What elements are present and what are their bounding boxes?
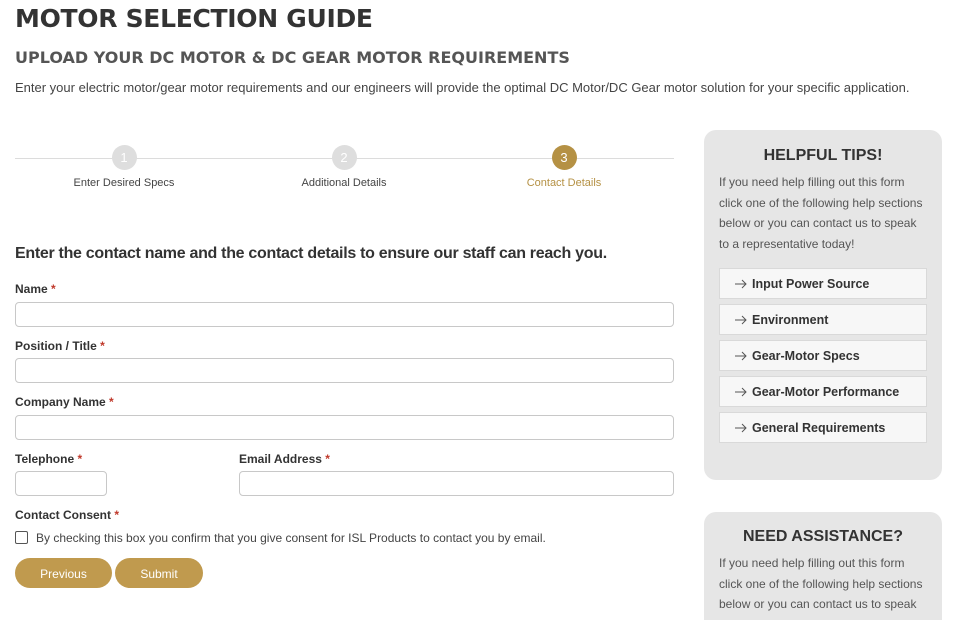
helpful-tips-text: If you need help filling out this form click one of the following help sections below or you can contact us to speak to a representative today! — [719, 175, 923, 251]
required-marker: * — [109, 395, 114, 409]
help-link-gear-motor-specs[interactable] — [719, 340, 927, 371]
step-1-label: Enter Desired Specs — [73, 177, 175, 189]
name-label-text: Name — [15, 282, 48, 296]
help-link-environment[interactable] — [719, 304, 927, 335]
arrow-right-icon — [734, 279, 748, 289]
step-1 — [44, 145, 204, 189]
name-label — [15, 282, 56, 296]
progress-steps — [15, 145, 674, 195]
email-label-text: Email Address — [239, 452, 322, 466]
position-label — [15, 339, 105, 353]
email-label — [239, 452, 330, 466]
previous-button[interactable]: Previous — [15, 558, 112, 588]
intro-text: Enter your electric motor/gear motor requirements and our engineers will provide the optimal DC Motor/DC Gear motor solution for your specific application. — [15, 80, 910, 95]
help-link-gear-motor-performance[interactable] — [719, 376, 927, 407]
required-marker: * — [77, 452, 83, 466]
name-input[interactable] — [15, 302, 674, 327]
required-marker: * — [114, 508, 120, 522]
help-link-label: Gear-Motor Specs — [752, 348, 860, 363]
telephone-label-text: Telephone — [15, 452, 75, 466]
position-label-text: Position / Title — [15, 339, 97, 353]
help-links — [719, 268, 927, 443]
required-marker: * — [325, 452, 330, 466]
step-2-label: Additional Details — [301, 177, 387, 189]
company-label — [15, 395, 114, 409]
telephone-label — [15, 452, 82, 466]
step-3-label: Contact Details — [526, 177, 602, 189]
consent-label-text: Contact Consent — [15, 508, 111, 522]
form-heading: Enter the contact name and the contact details to ensure our staff can reach you. — [15, 245, 607, 262]
help-link-input-power-source[interactable] — [719, 268, 927, 299]
help-link-label: Input Power Source — [752, 276, 870, 291]
step-1-number: 1 — [112, 145, 137, 170]
helpful-tips-panel — [704, 130, 942, 480]
help-link-label: Environment — [752, 312, 829, 327]
page-title: MOTOR SELECTION GUIDE — [15, 4, 373, 33]
need-assistance-panel — [704, 512, 942, 620]
arrow-right-icon — [734, 315, 748, 325]
consent-text: By checking this box you confirm that you give consent for ISL Products to contact you by email. — [36, 531, 546, 545]
arrow-right-icon — [734, 387, 748, 397]
need-assistance-text: If you need help filling out this form click one of the following help sections below or you can contact us to speak — [719, 556, 923, 611]
page-subtitle: UPLOAD YOUR DC MOTOR & DC GEAR MOTOR REQUIREMENTS — [15, 48, 570, 67]
company-label-text: Company Name — [15, 395, 106, 409]
helpful-tips-title: HELPFUL TIPS! — [763, 147, 883, 164]
telephone-input[interactable] — [15, 471, 107, 496]
email-input[interactable] — [239, 471, 674, 496]
company-input[interactable] — [15, 415, 674, 440]
need-assistance-title: NEED ASSISTANCE? — [742, 528, 903, 545]
required-marker: * — [51, 282, 56, 296]
required-marker: * — [100, 339, 105, 353]
arrow-right-icon — [734, 351, 748, 361]
consent-label — [15, 508, 119, 522]
step-3-number: 3 — [552, 145, 577, 170]
step-2-number: 2 — [332, 145, 357, 170]
help-link-label: Gear-Motor Performance — [752, 384, 900, 399]
position-input[interactable] — [15, 358, 674, 383]
step-2 — [264, 145, 424, 189]
step-3 — [484, 145, 644, 189]
arrow-right-icon — [734, 423, 748, 433]
submit-button[interactable]: Submit — [115, 558, 203, 588]
consent-row — [15, 531, 546, 545]
help-link-general-requirements[interactable] — [719, 412, 927, 443]
help-link-label: General Requirements — [752, 420, 886, 435]
consent-checkbox[interactable] — [15, 531, 28, 544]
